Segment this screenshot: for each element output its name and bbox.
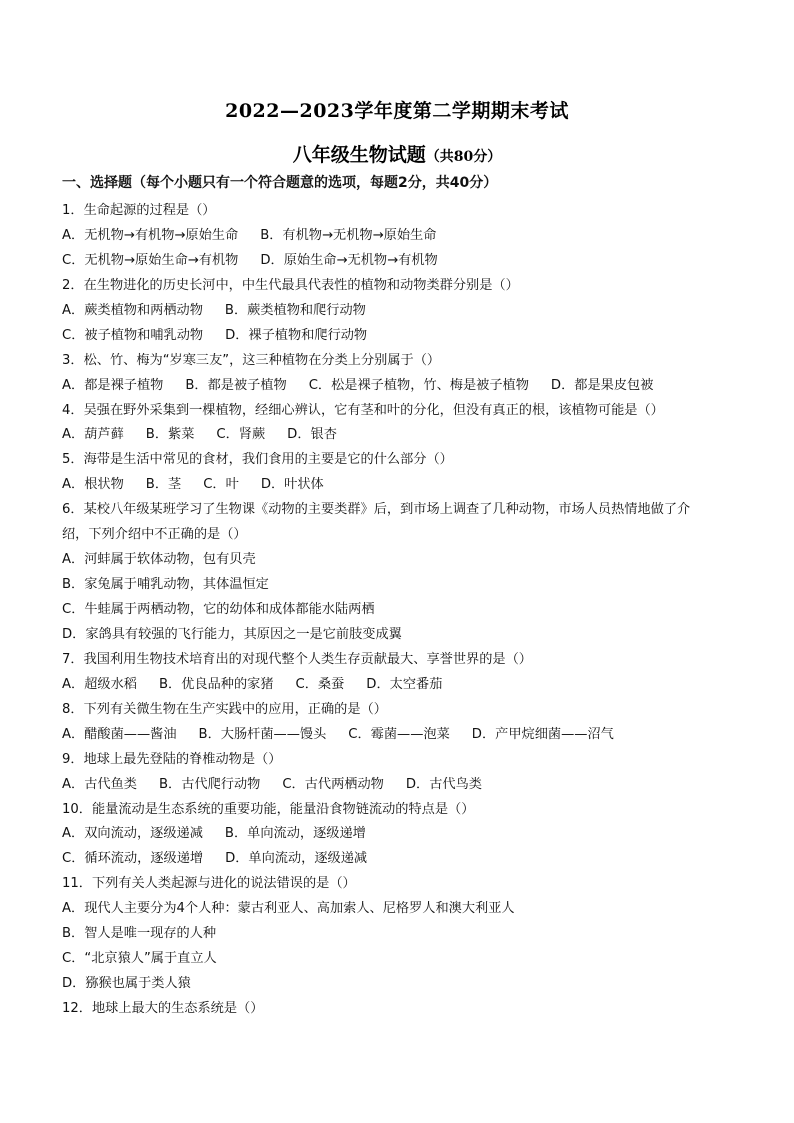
option-B-text: B．古代爬行动物 [158,776,261,792]
question-line [62,199,734,224]
options-row [62,299,734,324]
option-B-text: B．优良品种的家猪 [158,676,274,692]
option-B-text: B．大肠杆菌——馒头 [198,726,327,742]
line-text: 1．生命起源的过程是（） [62,203,216,218]
options-row [62,473,734,498]
option-D-text: D．太空番茄 [366,676,443,692]
line-text: B．智人是唯一现存的人种 [62,926,217,942]
question-line [62,573,734,598]
question-line [62,748,734,773]
option-A-text: A．古代鱼类 [62,776,137,792]
line-text: 8．下列有关微生物在生产实践中的应用，正确的是（） [62,701,387,717]
option-C-text: C．肾蕨 [216,427,266,443]
option-A-text: C．被子植物和哺乳动物 [62,327,204,343]
subtitle-text: 八年级生物试题 [292,144,426,166]
question-line [62,972,734,997]
section-heading: 一、选择题（每个小题只有一个符合题意的选项，每题2分，共40分） [62,175,498,191]
question-line [62,448,734,473]
question-line [62,798,734,823]
option-B-text: B．都是被子植物 [185,377,287,393]
option-B-text: B．紫菜 [145,427,195,443]
option-B-text: D．单向流动，逐级递减 [225,851,368,867]
question-line [62,872,734,897]
line-text: B．家兔属于哺乳动物，其体温恒定 [62,577,269,593]
question-line [62,997,734,1022]
option-C-text: C．古代两栖动物 [282,776,384,792]
option-A-text: A．醋酸菌——酱油 [62,726,177,742]
question-line [62,349,734,374]
options-row [62,249,734,274]
option-B-text: D．原始生命→无机物→有机物 [260,252,438,268]
question-line [62,598,734,623]
line-text: 4．吴强在野外采集到一棵植物，经细心辨认，它有茎和叶的分化，但没有真正的根，该植物可能是（） [62,402,664,418]
line-text: 6．某校八年级某班学习了生物课《动物的主要类群》后，到市场上调查了几种动物，市场人员热情地做了介 [62,502,691,518]
question-line [62,897,734,922]
line-text: 11．下列有关人类起源与进化的说法错误的是（） [62,876,356,892]
line-text: D．猕猴也属于类人猿 [62,976,191,992]
option-D-text: D．叶状体 [260,477,324,493]
option-A-text: A．双向流动，逐级递减 [62,826,203,842]
line-text: C．牛蛙属于两栖动物，它的幼体和成体都能水陆两栖 [62,602,375,617]
option-D-text: D．产甲烷细菌——沼气 [471,726,614,742]
exam-title: 2022—2023学年度第二学期期末考试 [225,100,569,122]
option-B-text: B．蕨类植物和爬行动物 [224,302,366,318]
question-line [62,698,734,723]
option-B-text: B．有机物→无机物→原始生命 [260,227,437,243]
option-D-text: D．古代鸟类 [405,776,482,792]
option-B-text: D．裸子植物和爬行动物 [225,327,368,343]
option-A-text: C．循环流动，逐级递增 [62,851,204,867]
option-A-text: A．根状物 [62,477,124,493]
line-text: 9．地球上最先登陆的脊椎动物是（） [62,751,282,767]
option-C-text: C．霉菌——泡菜 [348,726,450,742]
options-row [62,224,734,249]
option-A-text: A．无机物→有机物→原始生命 [62,227,239,243]
question-line [62,274,734,299]
option-A-text: A．蕨类植物和两栖动物 [62,302,203,318]
options-row [62,673,734,698]
line-text: 7．我国利用生物技术培育出的对现代整个人类生存贡献最大、享誉世界的是（） [62,651,532,667]
line-text: 10．能量流动是生态系统的重要功能，能量沿食物链流动的特点是（） [62,801,475,817]
question-line [62,399,734,424]
line-text: 12．地球上最大的生态系统是（） [62,1001,264,1016]
options-row [62,773,734,798]
options-row [62,723,734,748]
question-line [62,523,734,548]
line-text: 3．松、竹、梅为“岁寒三友”，这三种植物在分类上分别属于（） [62,352,441,368]
option-A-text: C．无机物→原始生命→有机物 [62,252,239,268]
question-line [62,947,734,972]
line-text: A．现代人主要分为4个人种：蒙古利亚人、高加索人、尼格罗人和澳大利亚人 [62,901,515,917]
options-row [62,374,734,399]
options-row [62,822,734,847]
line-text: 绍，下列介绍中不正确的是（） [62,527,247,543]
option-D-text: D．都是果皮包被 [550,377,654,393]
question-list [62,199,734,1022]
question-line [62,922,734,947]
line-text: 2．在生物进化的历史长河中，中生代最具代表性的植物和动物类群分别是（） [62,277,519,293]
options-row [62,847,734,872]
line-text: A．河蚌属于软体动物，包有贝壳 [62,552,256,568]
options-row [62,324,734,349]
option-B-text: B．茎 [145,477,182,493]
question-line [62,498,734,523]
question-line [62,548,734,573]
exam-subtitle [0,140,794,167]
line-text: 5．海带是生活中常见的食材，我们食用的主要是它的什么部分（） [62,452,453,468]
option-C-text: C．桑蚕 [295,676,345,692]
option-C-text: C．松是裸子植物，竹、梅是被子植物 [308,377,529,393]
option-D-text: D．银杏 [287,427,337,443]
subtitle-score-note: （共80分） [425,149,502,165]
options-row [62,423,734,448]
question-line [62,648,734,673]
option-A-text: A．超级水稻 [62,676,137,692]
option-B-text: B．单向流动，逐级递增 [224,826,366,842]
line-text: D．家鸽具有较强的飞行能力，其原因之一是它前肢变成翼 [62,626,402,642]
option-C-text: C．叶 [203,477,239,493]
option-A-text: A．都是裸子植物 [62,377,164,393]
question-line [62,623,734,648]
option-A-text: A．葫芦藓 [62,427,124,443]
line-text: C．“北京猿人”属于直立人 [62,951,217,967]
